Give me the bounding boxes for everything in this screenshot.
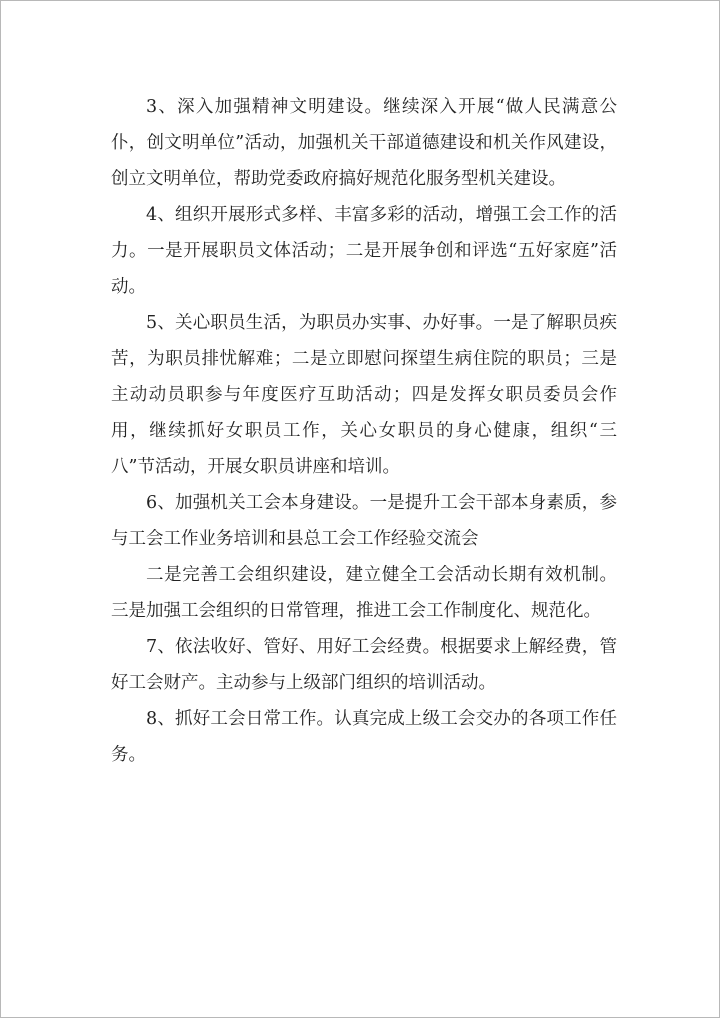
paragraph-item-5: 5、关心职员生活，为职员办实事、办好事。一是了解职员疾苦，为职员排忧解难；二是立即慰问探望生病住院的职员；三是主动动员职参与年度医疗互助活动；四是发挥女职员委员会作用，继续抓好女职员工作，关心女职员的身心健康，组织“三八”节活动，开展女职员讲座和培训。 (111, 313, 617, 477)
paragraph-item-6: 6、加强机关工会本身建设。一是提升工会干部本身素质，参与工会工作业务培训和县总工会工作经验交流会 (111, 493, 617, 549)
paragraph-item-4: 4、组织开展形式多样、丰富多彩的活动，增强工会工作的活力。一是开展职员文体活动；二是开展争创和评选“五好家庭”活动。 (111, 205, 617, 297)
paragraph-item-6-continued: 二是完善工会组织建设，建立健全工会活动长期有效机制。三是加强工会组织的日常管理，推进工会工作制度化、规范化。 (111, 565, 617, 621)
document-body (111, 89, 617, 773)
paragraph-item-8: 8、抓好工会日常工作。认真完成上级工会交办的各项工作任务。 (111, 709, 617, 765)
paragraph-item-7: 7、依法收好、管好、用好工会经费。根据要求上解经费，管好工会财产。主动参与上级部门组织的培训活动。 (111, 637, 617, 693)
paragraph-item-3: 3、深入加强精神文明建设。继续深入开展“做人民满意公仆，创文明单位”活动，加强机关干部道德建设和机关作风建设，创立文明单位，帮助党委政府搞好规范化服务型机关建设。 (111, 97, 617, 189)
